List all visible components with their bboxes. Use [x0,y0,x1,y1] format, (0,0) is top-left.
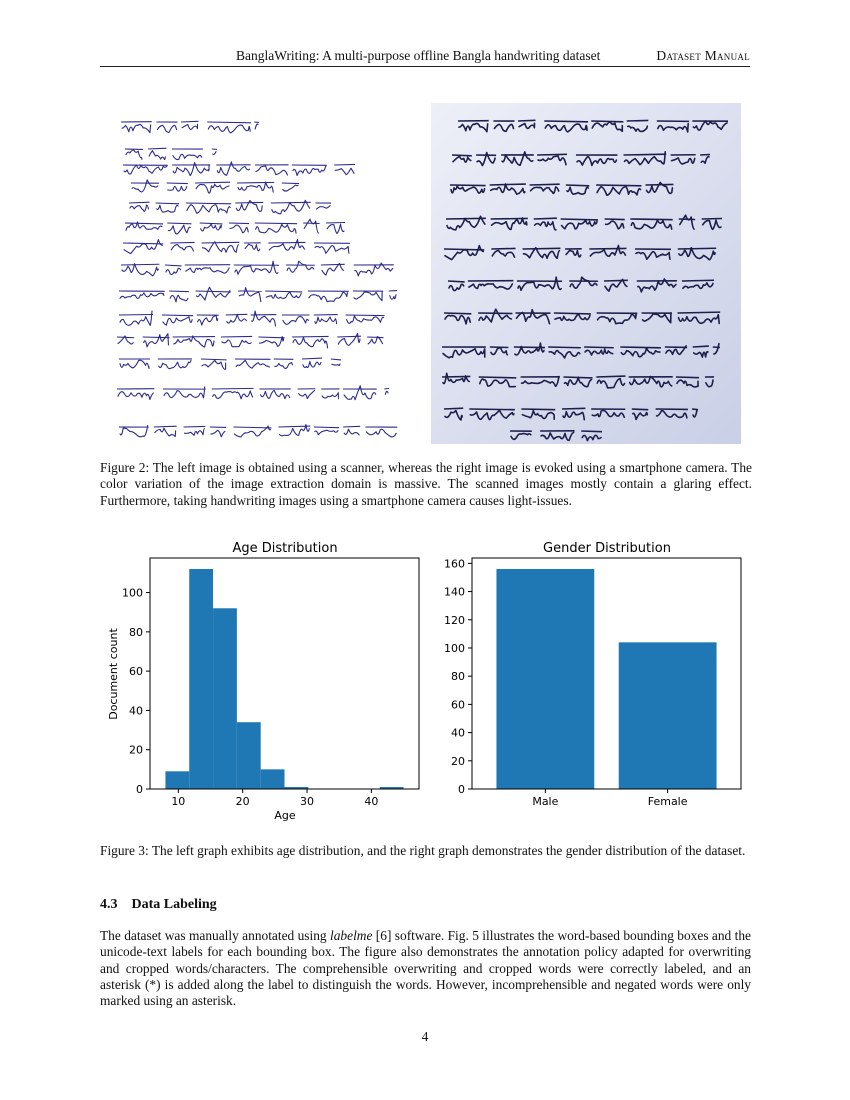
age-y-tick-label: 40 [129,704,143,718]
age-x-tick-label: 40 [364,795,379,808]
gender-y-tick-label: 20 [451,754,465,768]
gender-x-tick-label: Male [532,795,559,808]
gender-y-tick-label: 60 [451,698,465,712]
age-distribution-svg [100,533,425,825]
gender-y-tick-label: 80 [451,670,465,684]
gender-y-tick-label: 40 [451,726,465,740]
handwritten-line [510,431,602,441]
age-histogram-bar [189,569,213,789]
age-x-tick-label: 20 [235,795,250,808]
handwritten-line [123,240,350,254]
handwritten-line [117,333,383,348]
handwritten-line [450,183,673,196]
age-chart-title: Age Distribution [232,541,338,556]
age-y-axis-label: Document count [107,628,120,720]
handwritten-line [131,180,299,193]
handwritten-line [125,219,345,234]
section-title: Data Labeling [131,897,217,912]
scanned-handwriting-strokes [100,103,418,443]
age-x-tick-label: 10 [171,795,186,808]
section-paragraph [100,928,751,1009]
handwritten-line [452,152,710,166]
photo-handwriting-strokes [431,103,741,444]
running-header [100,48,750,67]
handwritten-line [119,358,341,369]
gender-chart-title: Gender Distribution [543,541,671,556]
handwritten-line [446,215,722,230]
gender-y-tick-label: 0 [458,783,465,796]
age-histogram-bar [213,608,237,789]
age-y-tick-label: 20 [129,743,143,757]
age-histogram-bar [261,769,285,789]
handwritten-line [458,120,728,132]
running-header-section: Dataset Manual [656,48,750,63]
handwritten-line [442,343,720,358]
handwritten-line [119,287,397,302]
section-number: 4.3 [100,897,118,912]
handwritten-line [444,408,698,420]
age-histogram-bar [237,722,261,789]
handwritten-line [117,386,389,400]
gender-distribution-svg [430,533,750,825]
paragraph-software-name: labelme [330,928,373,943]
handwritten-line [121,261,394,276]
figure2-caption: Figure 2: The left image is obtained using a scanner, whereas the right image is evoked using a smartphone camera. The color variation of the image extraction domain is massive. The scanned images mostly contain a glaring effect. Furthermore, taking handwriting images using a smartphone camera causes light-issues. [100,460,752,508]
handwritten-line [123,162,355,176]
paragraph-text-start: The dataset was manually annotated using [100,928,331,943]
handwritten-line [129,200,331,213]
handwritten-line [444,309,720,324]
handwritten-line [442,373,714,388]
age-y-tick-label: 100 [122,586,143,600]
age-distribution-chart [100,533,425,825]
gender-bar-male [496,569,594,789]
handwritten-line [119,311,384,326]
gender-bar-female [619,642,717,789]
gender-y-tick-label: 140 [444,585,465,599]
handwritten-line [448,277,714,292]
page-number: 4 [421,1029,429,1044]
handwritten-line [444,246,716,260]
age-x-axis-label: Age [274,809,296,822]
age-y-tick-label: 0 [136,783,143,796]
figure2-smartphone-handwriting-image [431,103,741,444]
gender-y-tick-label: 120 [444,613,465,627]
gender-x-tick-label: Female [647,795,688,808]
age-x-tick-label: 30 [300,795,315,808]
gender-distribution-chart [430,533,750,825]
age-y-tick-label: 60 [129,665,143,679]
gender-y-tick-label: 100 [444,641,465,655]
paragraph-text-rest: [6] software. Fig. 5 illustrates the word-based bounding boxes and the unicode-text labels for each bounding box. The figure also demonstrates the annotation policy adapted for overwriting and cropped words/characters. The comprehensible overwriting and cropped words were correctly labeled, and an asterisk (*) is added along the label to distinguish the words. However, incomprehensible and negated words were only marked using an asterisk. [100,928,751,1009]
age-y-tick-label: 80 [129,625,143,639]
figure3-caption: Figure 3: The left graph exhibits age distribution, and the right graph demonstrates the gender distribution of the dataset. [100,843,746,858]
age-histogram-bar [165,771,189,789]
handwritten-line [119,425,397,438]
section-heading [100,897,217,913]
gender-y-tick-label: 160 [444,557,465,571]
handwritten-line [125,148,217,159]
running-header-title: BanglaWriting: A multi-purpose offline Bangla handwriting dataset [236,48,601,63]
figure2-scanned-handwriting-image [100,103,418,443]
handwritten-line [121,121,259,133]
